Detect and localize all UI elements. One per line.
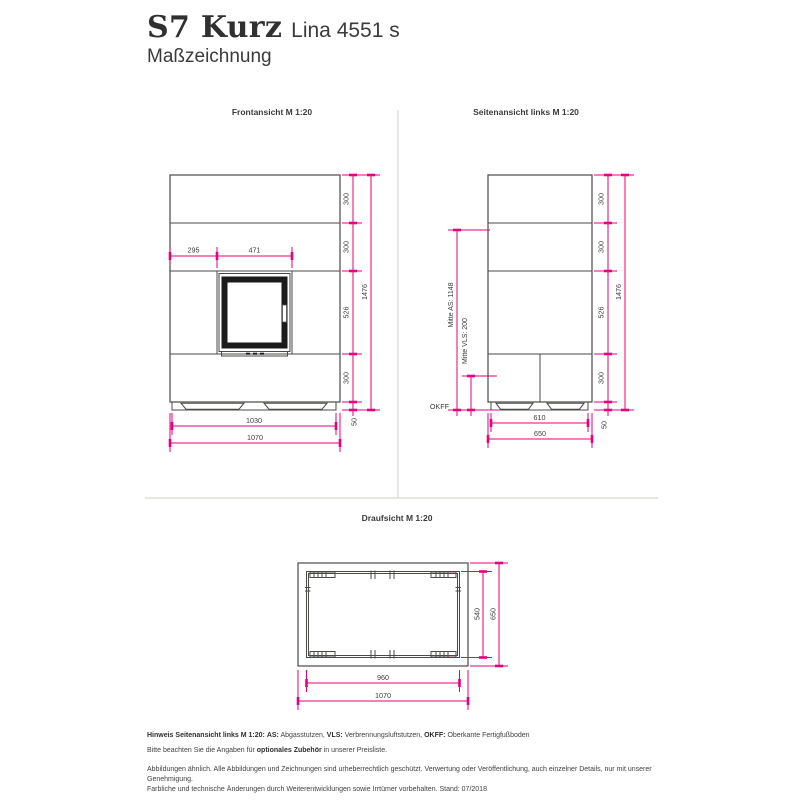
dim-front-height-total: 1476: [360, 284, 369, 300]
product-name: S7 Kurz: [147, 10, 283, 45]
top-view-label: Draufsicht M 1:20: [361, 513, 433, 523]
dim-front-door-width: 471: [248, 245, 261, 255]
okff-label: OKFF: [429, 402, 449, 411]
front-view-drawing: [169, 174, 380, 452]
side-view-dimensions: [430, 174, 634, 448]
side-view-label: Seitenansicht links M 1:20: [473, 107, 579, 117]
dim-front-base-width: 1030: [246, 416, 262, 425]
front-plinth: [172, 402, 336, 410]
top-view-clips: [305, 571, 461, 659]
hinweis-vls-text: Verbrennungsluftstutzen,: [344, 732, 423, 739]
dim-side-block-top: 300: [596, 193, 606, 205]
hinweis-as-text: Abgasstutzen,: [280, 732, 325, 739]
zubehoer-pre: Bitte beachten Sie die Angaben für: [147, 747, 255, 754]
top-view-drawing: [297, 562, 508, 710]
document-type: Maßzeichnung: [147, 46, 272, 67]
dim-front-plinth: 50: [349, 418, 359, 426]
firebox-door: [219, 274, 290, 357]
dim-side-height-total: 1476: [614, 284, 623, 300]
zubehoer-line: [147, 746, 663, 756]
dim-front-block-bottom: 300: [341, 372, 351, 384]
zubehoer-bold: optionales Zubehör: [256, 747, 322, 754]
dim-top-width-total: 1070: [375, 691, 391, 700]
legal-line-2: Farbliche und technische Änderungen durch Weiterentwicklungen sowie Irrtümer vorbehalten. Stand: 07/2018: [147, 786, 487, 793]
door-handle: [283, 305, 287, 322]
dim-front-firebox: 526: [341, 306, 351, 319]
dim-top-depth-total: 650: [488, 608, 498, 620]
hinweis-line: [147, 731, 663, 741]
dim-front-door-offset: 295: [187, 245, 200, 255]
side-view-drawing: [430, 174, 634, 448]
hinweis-vls-label: VLS:: [326, 732, 343, 739]
dim-side-depth-total: 650: [534, 429, 546, 438]
dim-side-firebox: 526: [596, 306, 606, 319]
dim-side-block-bottom: 300: [596, 372, 606, 384]
dim-front-block-top: 300: [341, 193, 351, 205]
footnotes: [147, 731, 663, 795]
dim-side-block2: 300: [596, 241, 606, 253]
top-view-dimensions: [297, 562, 508, 710]
dim-side-mitte-as: Mitte AS: 1148: [448, 282, 455, 328]
legal-line-1: Abbildungen ähnlich. Alle Abbildungen und Zeichnungen sind urheberrechtlich geschützt. Verwertung oder Veröffentlichung, auch einzelner Details, nur mit unserer Genehmigung.: [147, 766, 652, 783]
hinweis-okff-label: OKFF:: [424, 732, 446, 739]
hinweis-as-label: AS:: [266, 732, 279, 739]
legal-paragraph: [147, 765, 663, 795]
dim-top-inner-depth: 540: [472, 608, 482, 620]
product-variant: Lina 4551 s: [291, 19, 400, 42]
side-plinth: [491, 402, 588, 410]
dim-front-block2: 300: [341, 241, 351, 253]
dim-top-inner-width: 960: [377, 673, 389, 682]
front-view-label: Frontansicht M 1:20: [231, 107, 313, 117]
hinweis-lead: Hinweis Seitenansicht links M 1:20:: [147, 732, 265, 739]
dim-side-mitte-vls: Mitte VLS: 200: [462, 318, 469, 364]
hinweis-okff-text: Oberkante Fertigfußboden: [447, 732, 530, 739]
zubehoer-post: in unserer Preisliste.: [323, 747, 388, 754]
dim-front-width-total: 1070: [247, 433, 263, 442]
dim-side-base-depth: 610: [533, 413, 546, 422]
dim-side-plinth: 50: [599, 421, 609, 429]
